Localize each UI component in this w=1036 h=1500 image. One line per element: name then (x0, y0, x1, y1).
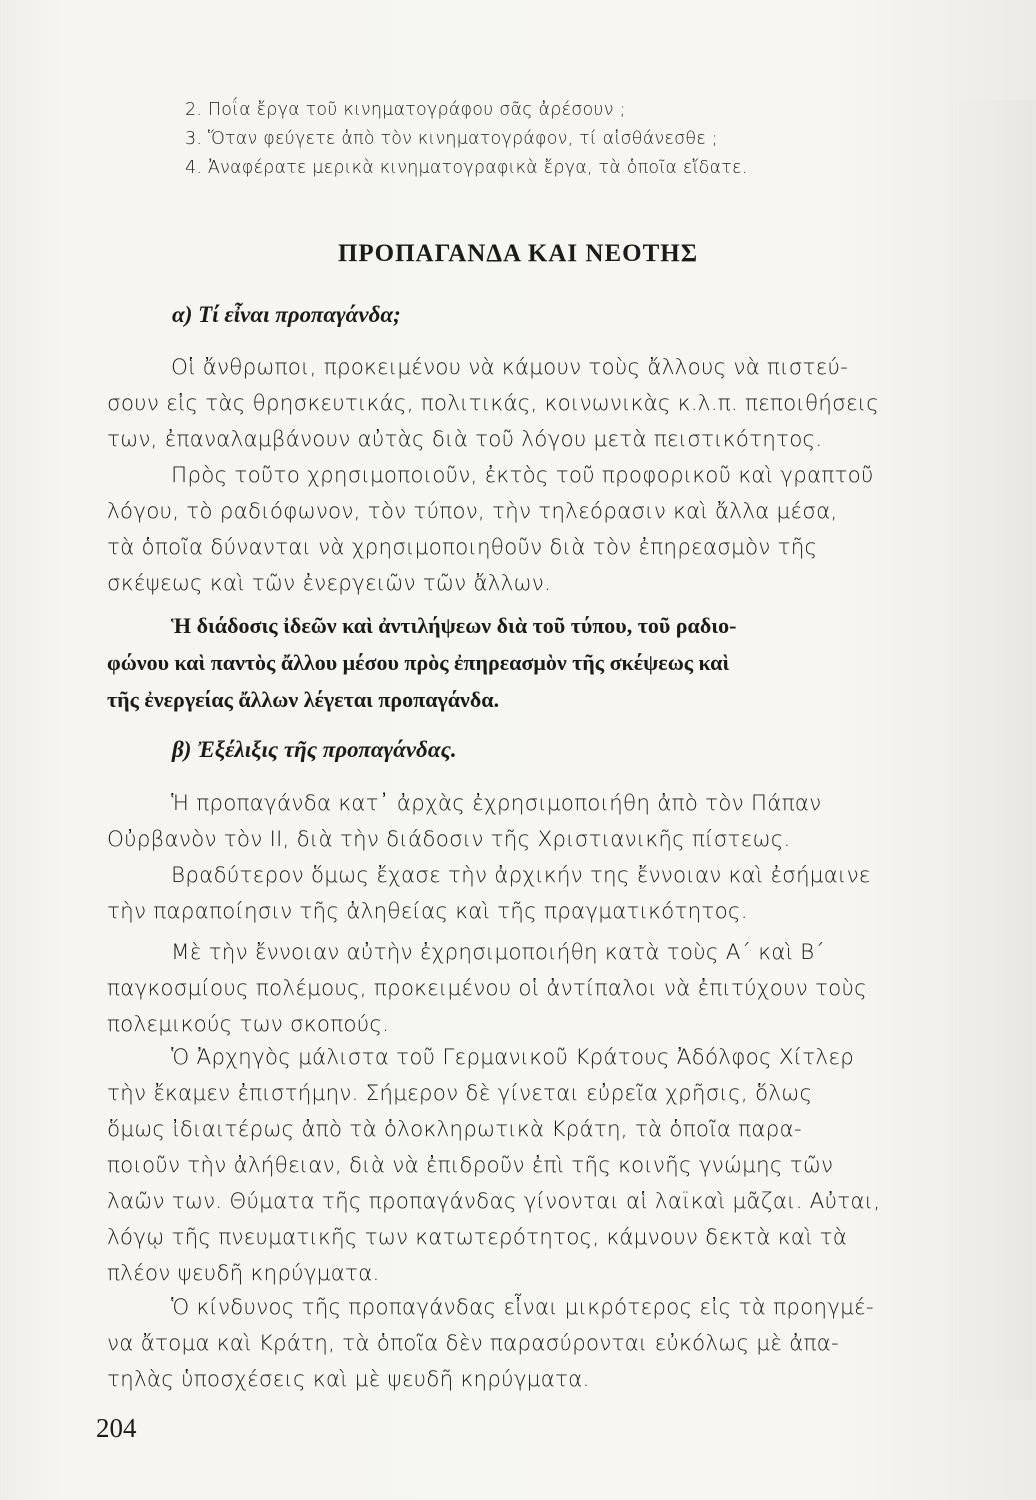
section-b-paragraph-4 (107, 1040, 960, 1292)
text-line: ποιοῦν τὴν ἀλήθειαν, διὰ νὰ ἐπιδροῦν ἐπὶ τῆς κοινῆς γνώμης τῶν (107, 1153, 834, 1178)
text-line: πλέον ψευδῆ κηρύγματα. (107, 1261, 380, 1286)
question-item: 4. Ἀναφέρατε μερικὰ κινηματογραφικὰ ἔργα, τὰ ὁποῖα εἴδατε. (185, 158, 748, 178)
text-line: Μὲ τὴν ἔννοιαν αὐτὴν ἐχρησιμοποιήθη κατὰ τοὺς Α΄ καὶ Β΄ (171, 940, 825, 965)
text-line: ὅμως ἰδιαιτέρως ἀπὸ τὰ ὁλοκληρωτικὰ Κράτη, τὰ ὁποῖα παρα- (107, 1117, 802, 1142)
text-line: Ἡ προπαγάνδα κατ᾽ ἀρχὰς ἐχρησιμοποιήθη ἀπὸ τὸν Πάπαν (171, 791, 822, 816)
text-line: λαῶν των. Θύματα τῆς προπαγάνδας γίνονται αἱ λαϊκαὶ μᾶζαι. Αὐται, (107, 1189, 881, 1214)
question-list (185, 96, 945, 183)
page-number: 204 (96, 1413, 137, 1443)
definition-paragraph (107, 607, 960, 718)
text-line: Ὁ κίνδυνος τῆς προπαγάνδας εἶναι μικρότερος εἰς τὰ προηγμέ- (171, 1295, 874, 1320)
text-line: Ἡ διάδοσις ἰδεῶν καὶ ἀντιλήψεων διὰ τοῦ τύπου, τοῦ ραδιο- (171, 613, 737, 638)
text-line: τὰ ὁποῖα δύνανται νὰ χρησιμοποιηθοῦν διὰ τὸν ἐπηρεασμὸν τῆς (107, 535, 818, 560)
text-line: Πρὸς τοῦτο χρησιμοποιοῦν, ἐκτὸς τοῦ προφορικοῦ καὶ γραπτοῦ (171, 463, 874, 488)
question-item: 3. Ὅταν φεύγετε ἀπὸ τὸν κινηματογράφον, τί αἰσθάνεσθε ; (185, 129, 718, 149)
text-line: τῆς ἐνεργείας ἄλλων λέγεται προπαγάνδα. (107, 687, 500, 712)
text-line: Βραδύτερον ὅμως ἔχασε τὴν ἀρχικήν της ἔννοιαν καὶ ἐσήμαινε (171, 863, 871, 888)
text-line: λόγῳ τῆς πνευματικῆς των κατωτερότητος, κάμνουν δεκτὰ καὶ τὰ (107, 1225, 848, 1250)
text-line: των, ἐπαναλαμβάνουν αὐτὰς διὰ τοῦ λόγου μετὰ πειστικότητος. (107, 427, 823, 452)
question-item: 2. Ποΐα ἔργα τοῦ κινηματογράφου σᾶς ἀρέσουν ; (185, 100, 626, 120)
section-a-heading: α) Τί εἶναι προπαγάνδα; (172, 302, 401, 327)
section-b-paragraph-2 (107, 858, 960, 930)
text-line: Οἱ ἄνθρωποι, προκειμένου νὰ κάμουν τοὺς ἄλλους νὰ πιστεύ- (171, 355, 849, 380)
text-line: σουν εἰς τὰς θρησκευτικάς, πολιτικάς, κοινωνικὰς κ.λ.π. πεποιθήσεις (107, 391, 880, 416)
text-line: Ὁ Ἀρχηγὸς μάλιστα τοῦ Γερμανικοῦ Κράτους Ἀδόλφος Χίτλερ (171, 1045, 855, 1070)
section-b-paragraph-5 (107, 1290, 960, 1398)
text-line: Οὐρβανὸν τὸν ΙΙ, διὰ τὴν διάδοσιν τῆς Χριστιανικῆς πίστεως. (107, 827, 791, 852)
section-a-paragraph-1 (107, 350, 960, 458)
text-line: τὴν παραποίησιν τῆς ἀληθείας καὶ τῆς πραγματικότητος. (107, 899, 748, 924)
text-line: τὴν ἔκαμεν ἐπιστήμην. Σήμερον δὲ γίνεται εὐρεῖα χρῆσις, ὅλως (107, 1081, 813, 1106)
section-b-paragraph-1 (107, 786, 960, 858)
text-line: τηλὰς ὑποσχέσεις καὶ μὲ ψευδῆ κηρύγματα. (107, 1367, 590, 1392)
section-b-paragraph-3 (107, 935, 960, 1043)
text-line: παγκοσμίους πολέμους, προκειμένου οἱ ἀντίπαλοι νὰ ἐπιτύχουν τοὺς (107, 976, 867, 1001)
text-line: να ἄτομα καὶ Κράτη, τὰ ὁποῖα δὲν παρασύρονται εὐκόλως μὲ ἀπα- (107, 1331, 839, 1356)
chapter-title: ΠΡΟΠΑΓΑΝΔΑ ΚΑΙ ΝΕΟΤΗΣ (337, 240, 699, 267)
text-line: σκέψεως καὶ τῶν ἐνεργειῶν τῶν ἄλλων. (107, 571, 551, 596)
text-line: πολεμικούς των σκοπούς. (107, 1012, 390, 1037)
section-b-heading: β) Ἐξέλιξις τῆς προπαγάνδας. (172, 737, 457, 762)
section-a-paragraph-2 (107, 458, 960, 602)
text-line: λόγου, τὸ ραδιόφωνον, τὸν τύπον, τὴν τηλεόρασιν καὶ ἄλλα μέσα, (107, 499, 838, 524)
text-line: φώνου καὶ παντὸς ἄλλου μέσου πρὸς ἐπηρεασμὸν τῆς σκέψεως καὶ (107, 650, 730, 675)
